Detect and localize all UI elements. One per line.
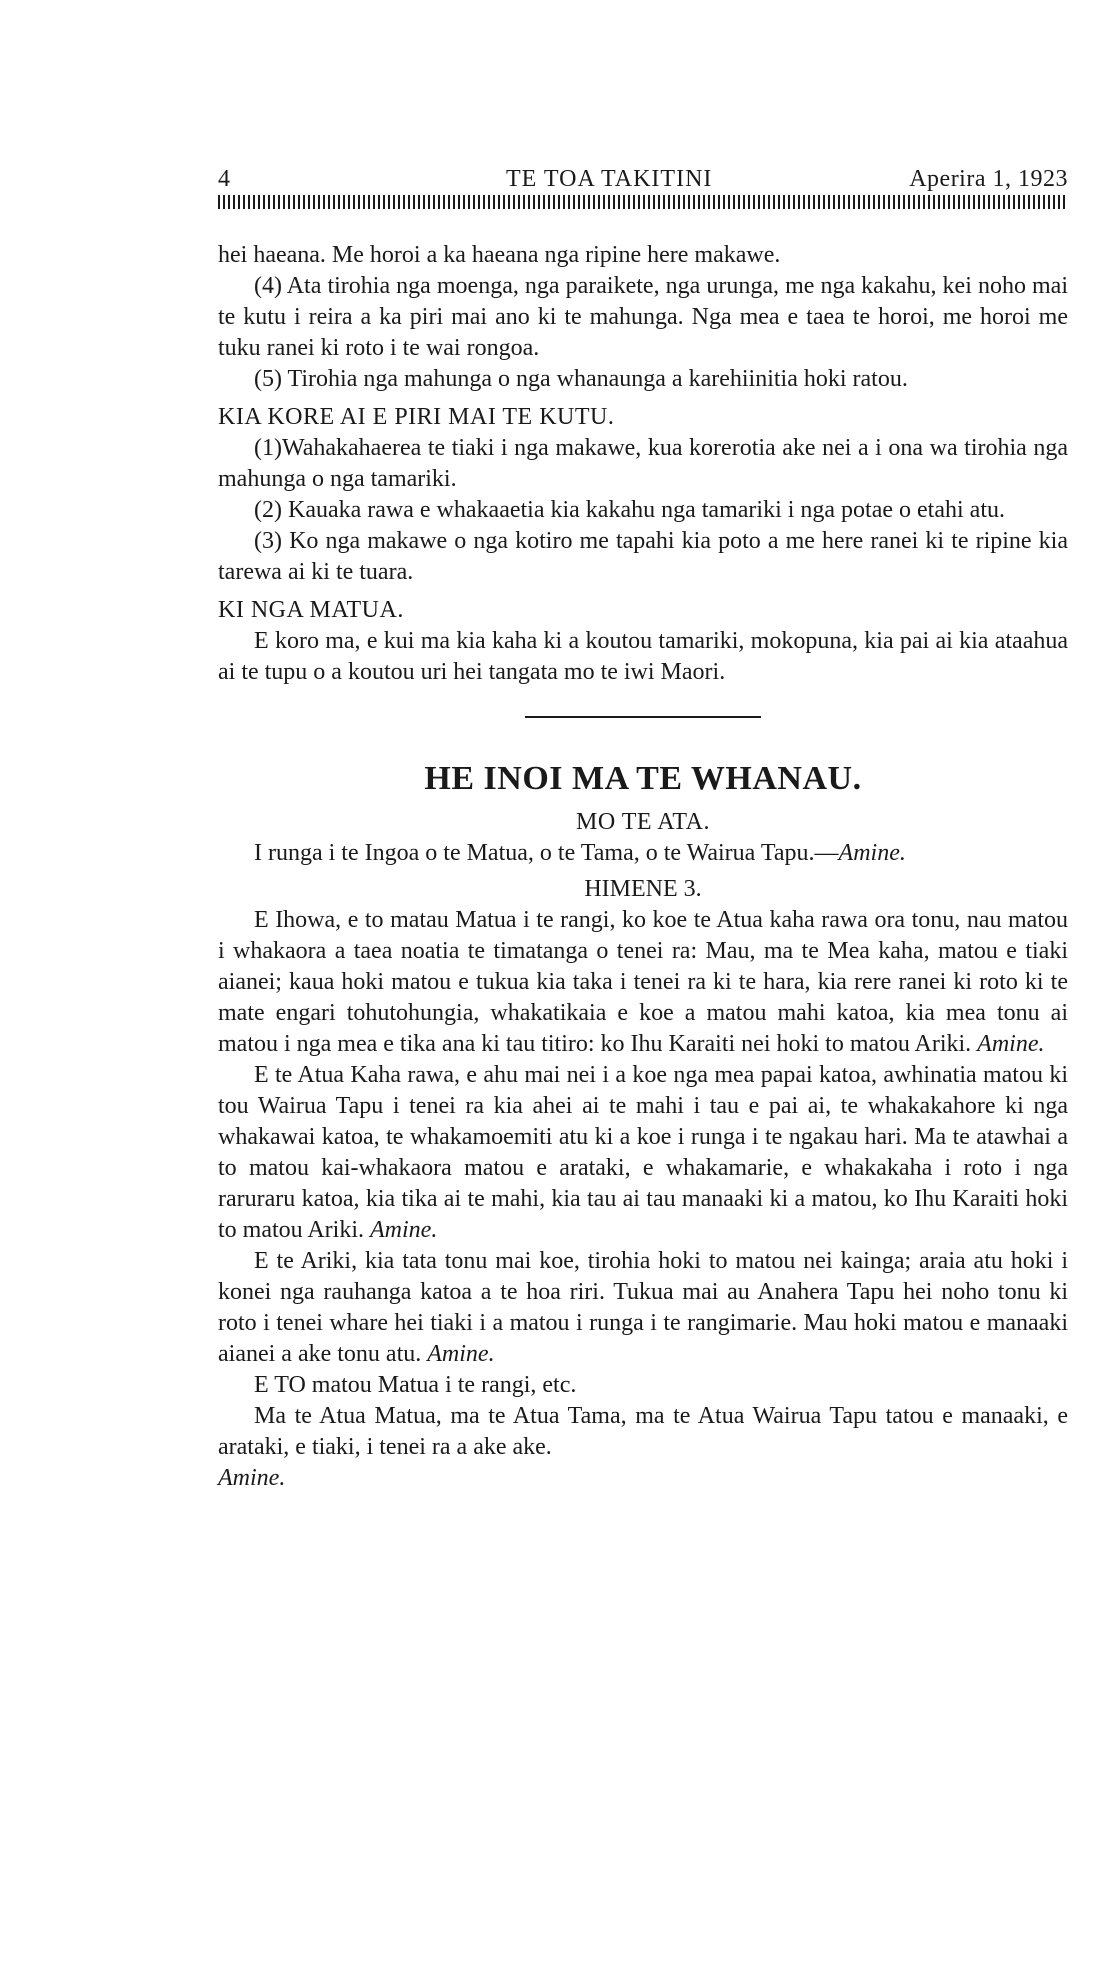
paragraph: (3) Ko nga makawe o nga kotiro me tapahi kia poto a me here ranei ki te ripine kia tarewa ai ki te tuara.: [218, 528, 1068, 585]
paragraph: (5) Tirohia nga mahunga o nga whanaunga a karehiinitia hoki ratou.: [254, 366, 908, 392]
paragraph: E koro ma, e kui ma kia kaha ki a koutou tamariki, mokopuna, kia pai ai kia ataahua ai te tupu o a koutou uri hei tangata mo te iwi Maori.: [218, 628, 1068, 685]
prayer-text: E te Ariki, kia tata tonu mai koe, tirohia hoki to matou nei kainga; araia atu hoki i konei nga rauhanga katoa a te hoa riri. Tukua mai au Anahera Tapu hei noho tonu ki roto i tenei whare hei tiaki i a matou i runga i te rangimarie. Mau hoki matou e manaaki aianei a ake tonu atu.: [218, 1248, 1068, 1367]
invocation-text: I runga i te Ingoa o te Matua, o te Tama, o te Wairua Tapu.—: [254, 840, 839, 866]
paragraph: (1)Wahakahaerea te tiaki i nga makawe, kua korerotia ake nei a i ona wa tirohia nga mahunga o nga tamariki.: [218, 435, 1068, 492]
issue-date: Aperira 1, 1923: [909, 166, 1068, 192]
amen-text: Amine.: [218, 1465, 286, 1491]
page-number: 4: [218, 166, 231, 192]
amen-text: Amine.: [427, 1341, 495, 1367]
hymn-heading: HIMENE 3.: [584, 876, 702, 902]
prayer-subtitle: MO TE ATA.: [576, 809, 710, 835]
prayer-text: E Ihowa, e to matau Matua i te rangi, ko koe te Atua kaha rawa ora tonu, nau matou i whakaora a taea noatia te timatanga o tenei ra: Mau, ma te Mea kaha, matou e tiaki aianei; kaua hoki matou e tukua kia taka i tenei ra ki te hara, kia rere ranei ki roto ki te mate engari tohutohungia, whakatikaia e koe a matou mahi katoa, kia mea tonu ai matou i nga mea e tika ana ki tau titiro: ko Ihu Karaiti nei hoki to matou Ariki.: [218, 907, 1068, 1057]
amen-text: Amine.: [838, 840, 906, 866]
paragraph: hei haeana. Me horoi a ka haeana nga ripine here makawe.: [218, 242, 781, 268]
prayer-text: E te Atua Kaha rawa, e ahu mai nei i a koe nga mea papai katoa, awhinatia matou ki tou Wairua Tapu i tenei ra kia ahei ai te mahi i tau e pai ai, te whakakahore ki nga whakawai katoa, te whakamoemiti atu ki a koe i runga i te ngakau hari. Ma te atawhai a to matou kai-whakaora matou e arataki, e whakamarie, e whakakaha i roto i nga raruraru katoa, kia tika ai te mahi, kia tau ai tau manaaki ki a matou, ko Ihu Karaiti hoki to matou Ariki.: [218, 1062, 1068, 1243]
section-heading: KI NGA MATUA.: [218, 597, 404, 623]
paragraph: (4) Ata tirohia nga moenga, nga paraikete, nga urunga, me nga kakahu, kei noho mai te kutu i reira a ka piri mai ano ki te mahunga. Nga mea e taea te horoi, me horoi me tuku ranei ki roto i te wai rongoa.: [218, 273, 1068, 361]
invocation-paragraph: [218, 838, 1068, 869]
section-heading: KIA KORE AI E PIRI MAI TE KUTU.: [218, 404, 615, 430]
page-body: [218, 240, 1068, 1494]
prayer-paragraph: [218, 1401, 1068, 1494]
amen-text: Amine.: [370, 1217, 438, 1243]
publication-title: TE TOA TAKITINI: [506, 166, 713, 192]
section-divider: [525, 716, 761, 718]
prayer-text: Ma te Atua Matua, ma te Atua Tama, ma te Atua Wairua Tapu tatou e manaaki, e arataki, e tiaki, i tenei ra a ake ake.: [218, 1403, 1068, 1460]
prayer-paragraph: [218, 1060, 1068, 1246]
prayer-paragraph: [218, 905, 1068, 1060]
prayer-paragraph: [218, 1246, 1068, 1370]
prayer-paragraph: E TO matou Matua i te rangi, etc.: [254, 1372, 577, 1398]
prayer-title: HE INOI MA TE WHANAU.: [424, 760, 862, 797]
paragraph: (2) Kauaka rawa e whakaaetia kia kakahu nga tamariki i nga potae o etahi atu.: [254, 497, 1005, 523]
amen-text: Amine.: [977, 1031, 1045, 1057]
decorative-rule-band: [218, 195, 1068, 209]
